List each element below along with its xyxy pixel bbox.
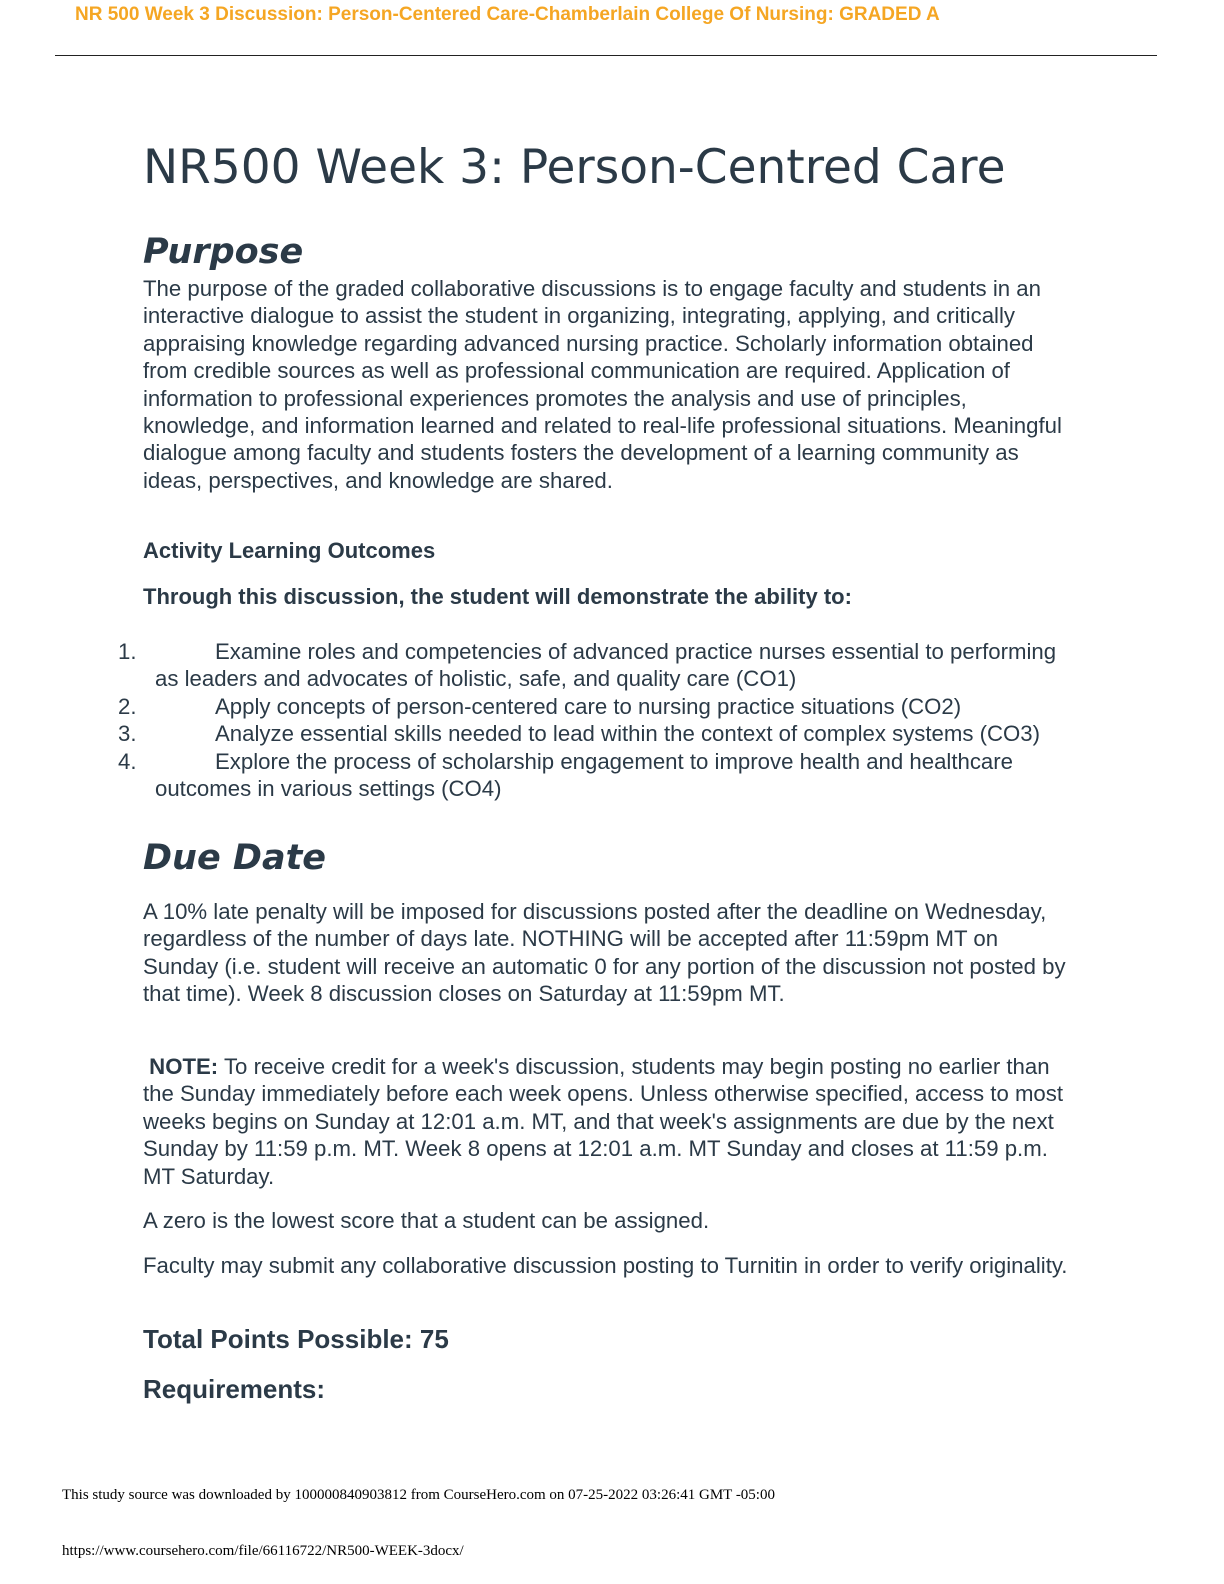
source-url[interactable]: https://www.coursehero.com/file/66116722/NR500-WEEK-3docx/ (62, 1543, 464, 1559)
list-item-text: Analyze essential skills needed to lead within the context of complex systems (CO3) (215, 721, 1041, 747)
note-text: To receive credit for a week's discussion, students may begin posting no earlier than the Sunday immediately before each week opens. Unless otherwise specified, access to most weeks begins on Sunday at 12:01 a.m. MT, and that week's assignments are due by the next Sunday by 11:59 p.m. MT. Week 8 opens at 12:01 a.m. MT Sunday and closes at 11:59 p.m. MT Saturday. (143, 1054, 1064, 1189)
list-item-number: 3. (118, 721, 137, 747)
list-item (0, 720, 1085, 747)
purpose-text: The purpose of the graded collaborative discussions is to engage faculty and students in an interactive dialogue to assist the student in organizing, integrating, applying, and critically appraising knowledge regarding advanced nursing practice. Scholarly information obtained from credible sources as well as professional communication are required. Application of information to professional experiences promotes the analysis and use of principles, knowledge, and information learned and related to real-life professional situations. Meaningful dialogue among faculty and students fosters the development of a learning community as ideas, perspectives, and knowledge are shared. (143, 276, 1062, 493)
list-item (0, 693, 1085, 720)
header-divider (55, 55, 1157, 56)
list-item-text: Explore the process of scholarship engagement to improve health and healthcare outcomes in various settings (CO4) (155, 748, 1014, 802)
purpose-heading: Purpose (143, 232, 304, 272)
total-points: Total Points Possible: 75 (143, 1324, 449, 1354)
list-item-number: 2. (118, 693, 137, 719)
note-label: NOTE: (149, 1054, 219, 1079)
turnitin-text: Faculty may submit any collaborative discussion posting to Turnitin in order to verify originality. (143, 1253, 1068, 1278)
list-item-text: Apply concepts of person-centered care to nursing practice situations (CO2) (215, 693, 962, 719)
outcomes-list (0, 638, 1100, 802)
list-item-text: Examine roles and competencies of advanced practice nurses essential to performing as leaders and advocates of holistic, safe, and quality care (CO1) (155, 639, 1057, 692)
requirements-heading: Requirements: (143, 1374, 326, 1404)
download-notice: This study source was downloaded by 100000840903812 from CourseHero.com on 07-25-2022 03:26:41 GMT -05:00 (62, 1487, 775, 1503)
outcomes-intro: Through this discussion, the student will demonstrate the ability to: (143, 584, 852, 609)
watermark-title: NR 500 Week 3 Discussion: Person-Centered Care-Chamberlain College Of Nursing: GRADED A (75, 4, 940, 25)
page-title: NR500 Week 3: Person-Centred Care (143, 140, 1006, 195)
due-date-heading: Due Date (143, 838, 327, 878)
outcomes-heading: Activity Learning Outcomes (143, 538, 436, 563)
list-item-number: 1. (118, 639, 137, 664)
list-item (0, 638, 1085, 693)
list-item-number: 4. (118, 748, 137, 774)
late-penalty-text: A 10% late penalty will be imposed for discussions posted after the deadline on Wednesday, regardless of the number of days late. NOTHING will be accepted after 11:59pm MT on Sunday (i.e. student will receive an automatic 0 for any portion of the discussion not posted by that time). Week 8 discussion closes on Saturday at 11:59pm MT. (143, 899, 1066, 1007)
list-item (0, 748, 1085, 803)
zero-score-text: A zero is the lowest score that a student can be assigned. (143, 1208, 710, 1233)
note-paragraph (143, 1053, 1073, 1190)
